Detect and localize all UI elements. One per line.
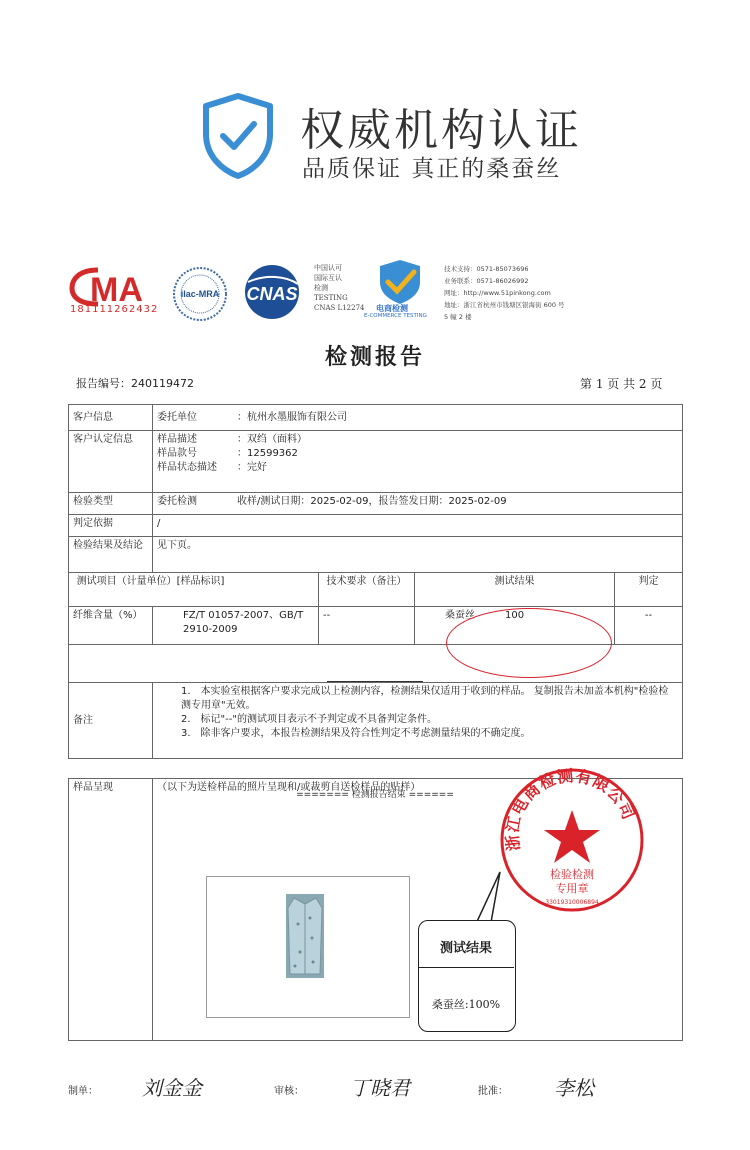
- ecommerce-testing-logo: [370, 256, 430, 306]
- inspection-type-label: 检验类型: [69, 493, 153, 515]
- row-item: 纤维含量（%）: [69, 607, 153, 645]
- stamp-outer-text: 浙江电商检测有限公司: [502, 766, 639, 852]
- shirt-photo: [286, 894, 324, 978]
- callout-divider: [418, 967, 514, 968]
- notes: 1. 本实验室根据客户要求完成以上检测内容，检测结果仅适用于收到的样品。 复制报告未加盖本机构"检验检测专用章"无效。 2. 标记"--"的测试项目表示不予判定或不具备判定条件。 3. 除非客户要求，本报告检测结果及符合性判定不考虑测量结果的不确定度。: [153, 683, 683, 759]
- stamp-inner-text-2: 专用章: [555, 882, 589, 895]
- row-result: 桑蚕丝 100: [415, 607, 615, 645]
- sample-info: 样品描述 ：双绉（面料） 样品款号 ：12599362 样品状态描述 ：完好: [153, 431, 683, 493]
- notes-label: 备注: [69, 683, 153, 759]
- reviewed-label: 审核：: [274, 1086, 304, 1097]
- col-header-item: 测试项目（计量单位）[样品标识]: [69, 573, 319, 607]
- row-requirement: --: [319, 607, 415, 645]
- sample-note: （以下为送检样品的照片呈现和/或裁剪自送检样品的贴样）: [153, 779, 683, 1041]
- lab-contact-info: 技术支持：0571-85073696 业务联系：0571-86026992 网址：http://www.51pinkong.com 地址：浙江省杭州市钱塘区银海街 600 号 5 幢 2 楼: [444, 265, 565, 321]
- ilac-mra-logo: [172, 266, 228, 322]
- header-title: 权威机构认证: [300, 105, 582, 156]
- divider-line: [327, 681, 423, 682]
- ecommerce-title: 电商检测: [376, 304, 408, 313]
- cnas-text: CNAS: [246, 284, 298, 304]
- inspection-type-row: 委托检测 收样/测试日期：2025-02-09，报告签发日期：2025-02-09: [153, 493, 683, 515]
- header-subtitle: 品质保证 真正的桑蚕丝: [302, 156, 562, 182]
- row-judgement: --: [615, 607, 683, 645]
- cnas-description: 中国认可 国际互认 检测 TESTING CNAS L12274: [314, 264, 365, 312]
- conclusion-label: 检验结果及结论: [69, 537, 153, 573]
- cma-number: 181111262432: [70, 304, 159, 315]
- col-header-result: 测试结果: [415, 573, 615, 607]
- col-header-judgement: 判定: [615, 573, 683, 607]
- report-title: 检测报告: [324, 344, 425, 370]
- sample-label: 样品呈现: [69, 779, 153, 1041]
- stamp-inner-text-1: 检验检测: [550, 868, 594, 881]
- approved-signature: 李松: [554, 1076, 594, 1100]
- page-indicator: 第 1 页 共 2 页: [580, 377, 663, 391]
- stamp-number: 33019310006894: [545, 899, 599, 906]
- callout-title: 测试结果: [439, 941, 492, 956]
- report-end-marker: ======= 检测报告结束 ======: [296, 790, 454, 800]
- callout-value: 桑蚕丝:100%: [431, 998, 501, 1011]
- ecommerce-subtitle: E-COMMERCE TESTING: [364, 313, 427, 319]
- conclusion-value: 见下页。: [153, 537, 683, 573]
- approved-label: 批准：: [478, 1086, 508, 1097]
- result-highlight-circle: [446, 608, 612, 678]
- reviewed-signature: 丁晓君: [350, 1076, 410, 1100]
- row-method: FZ/T 01057-2007、GB/T 2910-2009: [153, 607, 319, 645]
- prepared-label: 制单：: [68, 1086, 98, 1097]
- col-header-requirement: 技术要求（备注）: [319, 573, 415, 607]
- basis-label: 判定依据: [69, 515, 153, 537]
- ilac-text: ilac-MRA: [180, 289, 220, 299]
- basis-value: /: [153, 515, 683, 537]
- report-number: 报告编号：240119472: [76, 377, 194, 390]
- client-cert-label: 客户认定信息: [69, 431, 153, 493]
- consignor-row: 委托单位 ：杭州水墨服饰有限公司: [153, 405, 683, 431]
- cma-text: MA: [90, 271, 143, 309]
- cnas-logo: [236, 264, 308, 320]
- official-seal: [498, 766, 646, 914]
- shield-check-icon: [200, 92, 276, 180]
- client-info-label: 客户信息: [69, 405, 153, 431]
- prepared-signature: 刘金金: [142, 1076, 202, 1100]
